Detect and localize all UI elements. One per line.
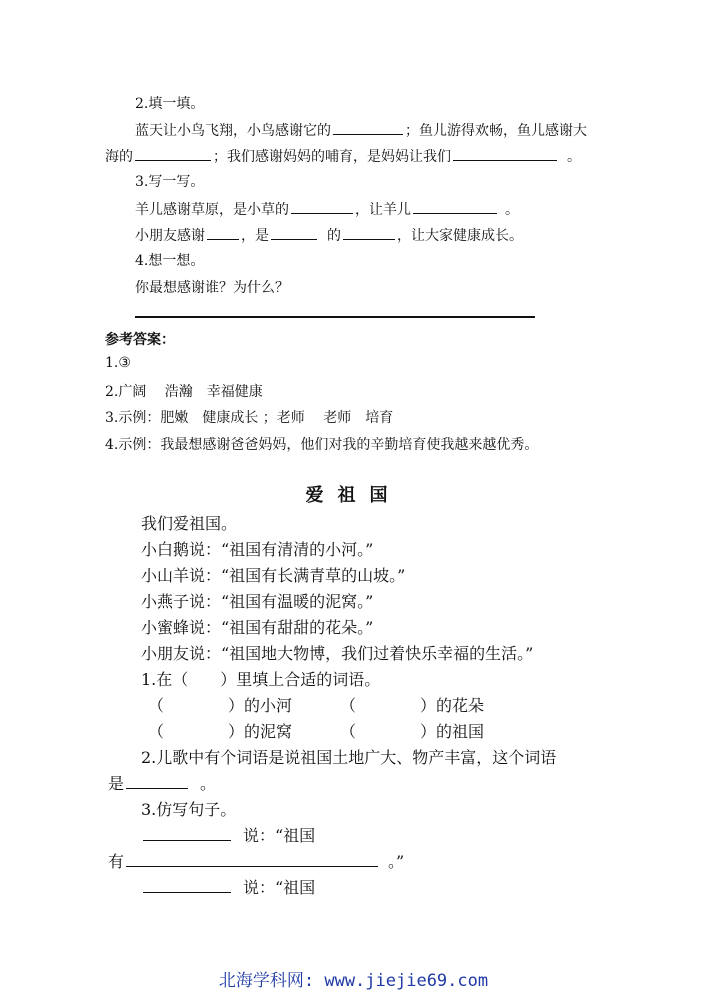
blank[interactable] <box>413 198 497 214</box>
answer-2: 2.广阔 浩瀚 幸福健康 <box>105 384 263 400</box>
q2-line1-text-a: 蓝天让小鸟飞翔，小鸟感谢它的 <box>135 123 331 139</box>
poem-line-4: 小燕子说：“祖国有温暖的泥窝。” <box>141 592 374 611</box>
q3-line2-text-b: ，是 <box>241 228 269 244</box>
poem-q3-line1 <box>141 823 315 846</box>
poem-line-5: 小蜜蜂说：“祖国有甜甜的花朵。” <box>141 618 374 637</box>
q3-line2 <box>135 224 523 245</box>
q1-item-motherland: （ ）的祖国 <box>340 722 485 741</box>
poem-q3-line2-text-a: 有 <box>108 852 125 871</box>
q4-heading: 4.想一想。 <box>135 253 205 269</box>
blank[interactable] <box>291 198 353 214</box>
poem-q3-line1-text: 说：“祖国 <box>243 826 316 845</box>
q2-line2-text-b: ；我们感谢妈妈的哺育，是妈妈让我们 <box>213 149 451 165</box>
blank[interactable] <box>143 823 231 841</box>
poem-line-3: 小山羊说：“祖国有长满青草的山坡。” <box>141 566 406 585</box>
poem-q3-line2-text-b: 。” <box>388 852 405 871</box>
q3-line1 <box>135 198 519 219</box>
q1-item-flowers: （ ）的花朵 <box>340 696 485 715</box>
q3-line2-text-d: ，让大家健康成长。 <box>397 228 523 244</box>
answer-line[interactable] <box>135 316 535 318</box>
blank[interactable] <box>333 119 403 135</box>
poem-line-2: 小白鹅说：“祖国有清清的小河。” <box>141 540 374 559</box>
q2-line2 <box>105 145 581 166</box>
poem-title: 爱祖国 <box>305 485 402 506</box>
blank[interactable] <box>135 145 211 161</box>
blank[interactable] <box>453 145 557 161</box>
blank[interactable] <box>343 224 395 240</box>
q2-heading: 2.填一填。 <box>135 96 205 112</box>
blank[interactable] <box>143 875 231 893</box>
q1-item-mud-nest: （ ）的泥窝 <box>148 722 293 741</box>
poem-line-1: 我们爱祖国。 <box>141 514 238 533</box>
poem-q3: 3.仿写句子。 <box>141 800 237 819</box>
q2-line2-text-a: 海的 <box>105 149 133 165</box>
q2-line1 <box>135 119 587 140</box>
poem-q2-text-a: 是 <box>108 774 125 793</box>
answer-1: 1.③ <box>105 355 131 371</box>
answer-3: 3.示例：肥嫩 健康成长 ；老师 老师 培育 <box>105 410 394 426</box>
poem-q2-text-b: 。 <box>200 774 217 793</box>
q3-line1-text-b: ，让羊儿 <box>355 202 411 218</box>
poem-q3-line2 <box>108 849 404 872</box>
poem-q3-line3-text: 说：“祖国 <box>243 878 316 897</box>
footer-watermark[interactable]: 北海学科网: www.jiejie69.com <box>218 971 489 991</box>
q2-line1-text-b: ；鱼儿游得欢畅，鱼儿感谢大 <box>405 123 587 139</box>
answer-4: 4.示例：我最想感谢爸爸妈妈，他们对我的辛勤培育使我越来越优秀。 <box>105 437 539 453</box>
answers-heading: 参考答案： <box>105 332 175 348</box>
poem-q2-line1: 2.儿歌中有个词语是说祖国土地广大、物产丰富，这个词语 <box>141 748 557 767</box>
q3-line2-text-c: 的 <box>327 228 341 244</box>
q3-line2-text-a: 小朋友感谢 <box>135 228 205 244</box>
poem-q1: 1.在（ ）里填上合适的词语。 <box>141 670 381 689</box>
blank[interactable] <box>271 224 317 240</box>
q2-line2-text-c: 。 <box>567 149 581 165</box>
q3-heading: 3.写一写。 <box>135 174 205 190</box>
poem-q2-line2 <box>108 771 216 794</box>
blank[interactable] <box>126 849 378 867</box>
poem-q3-line3 <box>141 875 315 898</box>
q1-item-little-river: （ ）的小河 <box>148 696 293 715</box>
blank[interactable] <box>126 771 188 789</box>
poem-line-6: 小朋友说：“祖国地大物博，我们过着快乐幸福的生活。” <box>141 644 534 663</box>
blank[interactable] <box>207 224 239 240</box>
q4-line1: 你最想感谢谁？为什么？ <box>135 280 289 296</box>
q3-line1-text-c: 。 <box>505 202 519 218</box>
q3-line1-text-a: 羊儿感谢草原，是小草的 <box>135 202 289 218</box>
